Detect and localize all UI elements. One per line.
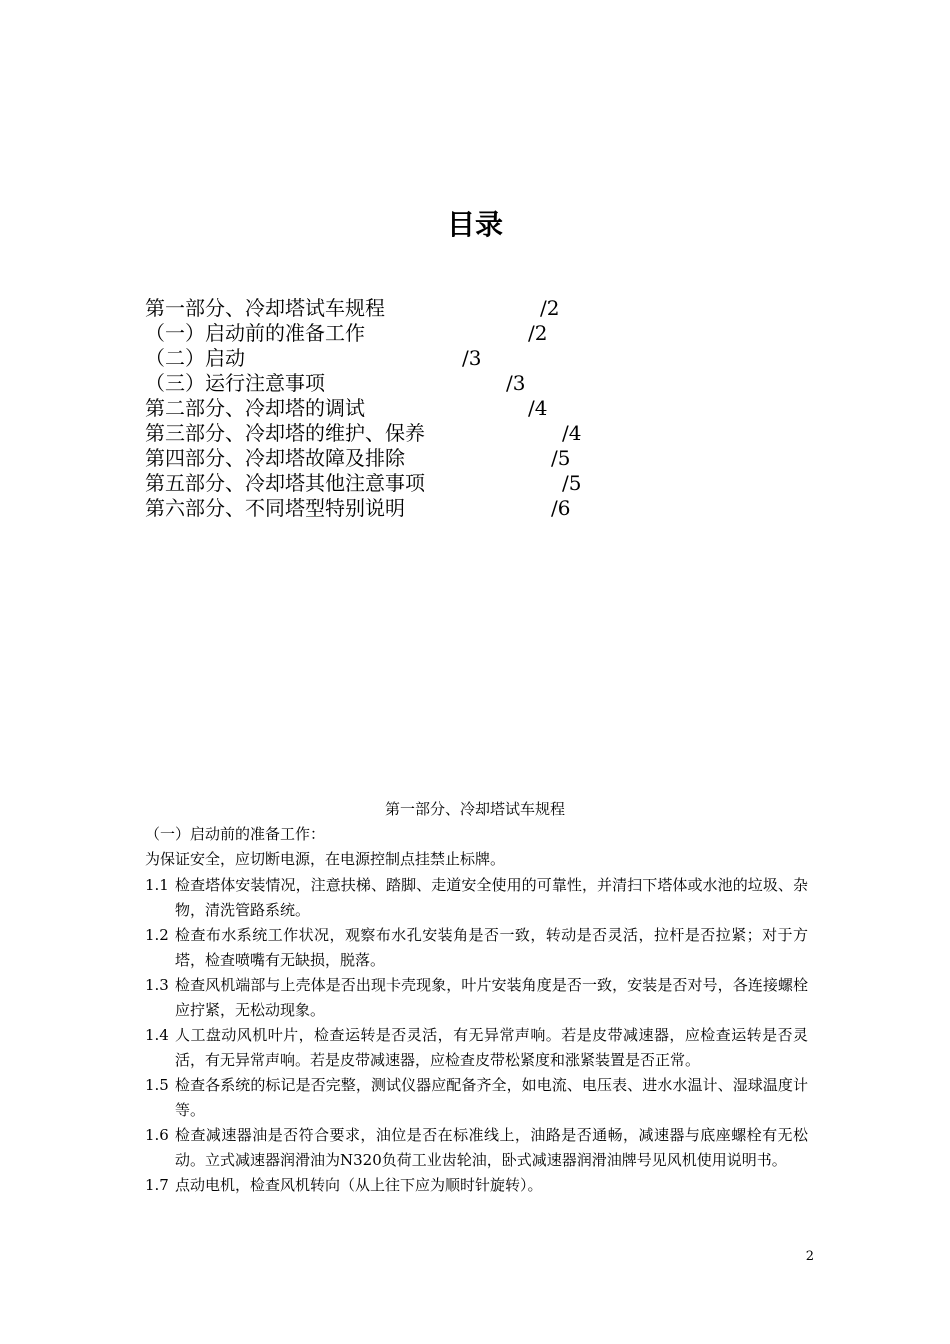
toc-entry bbox=[145, 346, 705, 371]
toc-entry-page: /5 bbox=[562, 471, 582, 495]
item-number: 1.1 bbox=[145, 876, 169, 894]
toc-entry-page: /2 bbox=[540, 296, 560, 320]
checklist-item bbox=[145, 873, 808, 922]
item-number: 1.5 bbox=[145, 1076, 169, 1094]
item-number: 1.2 bbox=[145, 926, 169, 944]
toc-entry-label: 第三部分、冷却塔的维护、保养 bbox=[145, 421, 425, 445]
toc-entry-page: /5 bbox=[551, 446, 571, 470]
item-text: 点动电机，检查风机转向（从上往下应为顺时针旋转）。 bbox=[175, 1176, 543, 1194]
toc-entry bbox=[145, 321, 705, 346]
toc-entry-page: /3 bbox=[506, 371, 526, 395]
checklist-item bbox=[145, 1023, 808, 1072]
toc-entry bbox=[145, 296, 705, 321]
toc-entry-label: （一）启动前的准备工作 bbox=[145, 321, 365, 345]
page-number: 2 bbox=[805, 1249, 814, 1264]
toc-entry-label: 第二部分、冷却塔的调试 bbox=[145, 396, 365, 420]
toc-entry-label: 第五部分、冷却塔其他注意事项 bbox=[145, 471, 425, 495]
checklist-item bbox=[145, 973, 808, 1022]
subsection-heading: （一）启动前的准备工作： bbox=[145, 825, 326, 843]
toc-entry bbox=[145, 471, 705, 496]
checklist-item bbox=[145, 1123, 808, 1172]
item-number: 1.3 bbox=[145, 976, 169, 994]
item-number: 1.4 bbox=[145, 1026, 169, 1044]
toc-entry-label: （三）运行注意事项 bbox=[145, 371, 325, 395]
toc-entry bbox=[145, 421, 705, 446]
toc-entry-label: 第一部分、冷却塔试车规程 bbox=[145, 296, 385, 320]
toc-title: 目录 bbox=[446, 208, 503, 241]
item-text: 检查风机端部与上壳体是否出现卡壳现象，叶片安装角度是否一致，安装是否对号，各连接螺栓应拧紧，无松动现象。 bbox=[175, 976, 808, 1019]
item-text: 检查塔体安装情况，注意扶梯、踏脚、走道安全使用的可靠性，并清扫下塔体或水池的垃圾、杂物，清洗管路系统。 bbox=[175, 876, 808, 919]
section-heading: 第一部分、冷却塔试车规程 bbox=[384, 800, 565, 818]
toc-entry-page: /4 bbox=[562, 421, 582, 445]
toc-entry bbox=[145, 371, 705, 396]
checklist bbox=[145, 873, 808, 1199]
toc-entry-page: /4 bbox=[528, 396, 548, 420]
item-text: 人工盘动风机叶片，检查运转是否灵活，有无异常声响。若是皮带减速器，应检查运转是否灵活，有无异常声响。若是皮带减速器，应检查皮带松紧度和涨紧装置是否正常。 bbox=[175, 1026, 808, 1069]
checklist-item bbox=[145, 1173, 808, 1198]
item-number: 1.6 bbox=[145, 1126, 169, 1144]
toc-entry bbox=[145, 496, 705, 521]
toc-entry bbox=[145, 446, 705, 471]
item-number: 1.7 bbox=[145, 1176, 169, 1194]
item-text: 检查减速器油是否符合要求，油位是否在标准线上，油路是否通畅，减速器与底座螺栓有无松动。立式减速器润滑油为N320负荷工业齿轮油，卧式减速器润滑油牌号见风机使用说明书。 bbox=[175, 1126, 808, 1169]
table-of-contents bbox=[145, 296, 705, 521]
toc-entry-page: /3 bbox=[462, 346, 482, 370]
checklist-item bbox=[145, 923, 808, 972]
toc-entry bbox=[145, 396, 705, 421]
toc-entry-label: （二）启动 bbox=[145, 346, 245, 370]
checklist-item bbox=[145, 1073, 808, 1122]
intro-paragraph: 为保证安全，应切断电源，在电源控制点挂禁止标牌。 bbox=[145, 850, 506, 868]
item-text: 检查布水系统工作状况，观察布水孔安装角是否一致，转动是否灵活，拉杆是否拉紧；对于方塔，检查喷嘴有无缺损，脱落。 bbox=[175, 926, 808, 969]
item-text: 检查各系统的标记是否完整，测试仪器应配备齐全，如电流、电压表、进水水温计、湿球温度计等。 bbox=[175, 1076, 808, 1119]
toc-entry-label: 第四部分、冷却塔故障及排除 bbox=[145, 446, 405, 470]
toc-entry-page: /6 bbox=[551, 496, 571, 520]
toc-entry-page: /2 bbox=[528, 321, 548, 345]
toc-entry-label: 第六部分、不同塔型特别说明 bbox=[145, 496, 405, 520]
